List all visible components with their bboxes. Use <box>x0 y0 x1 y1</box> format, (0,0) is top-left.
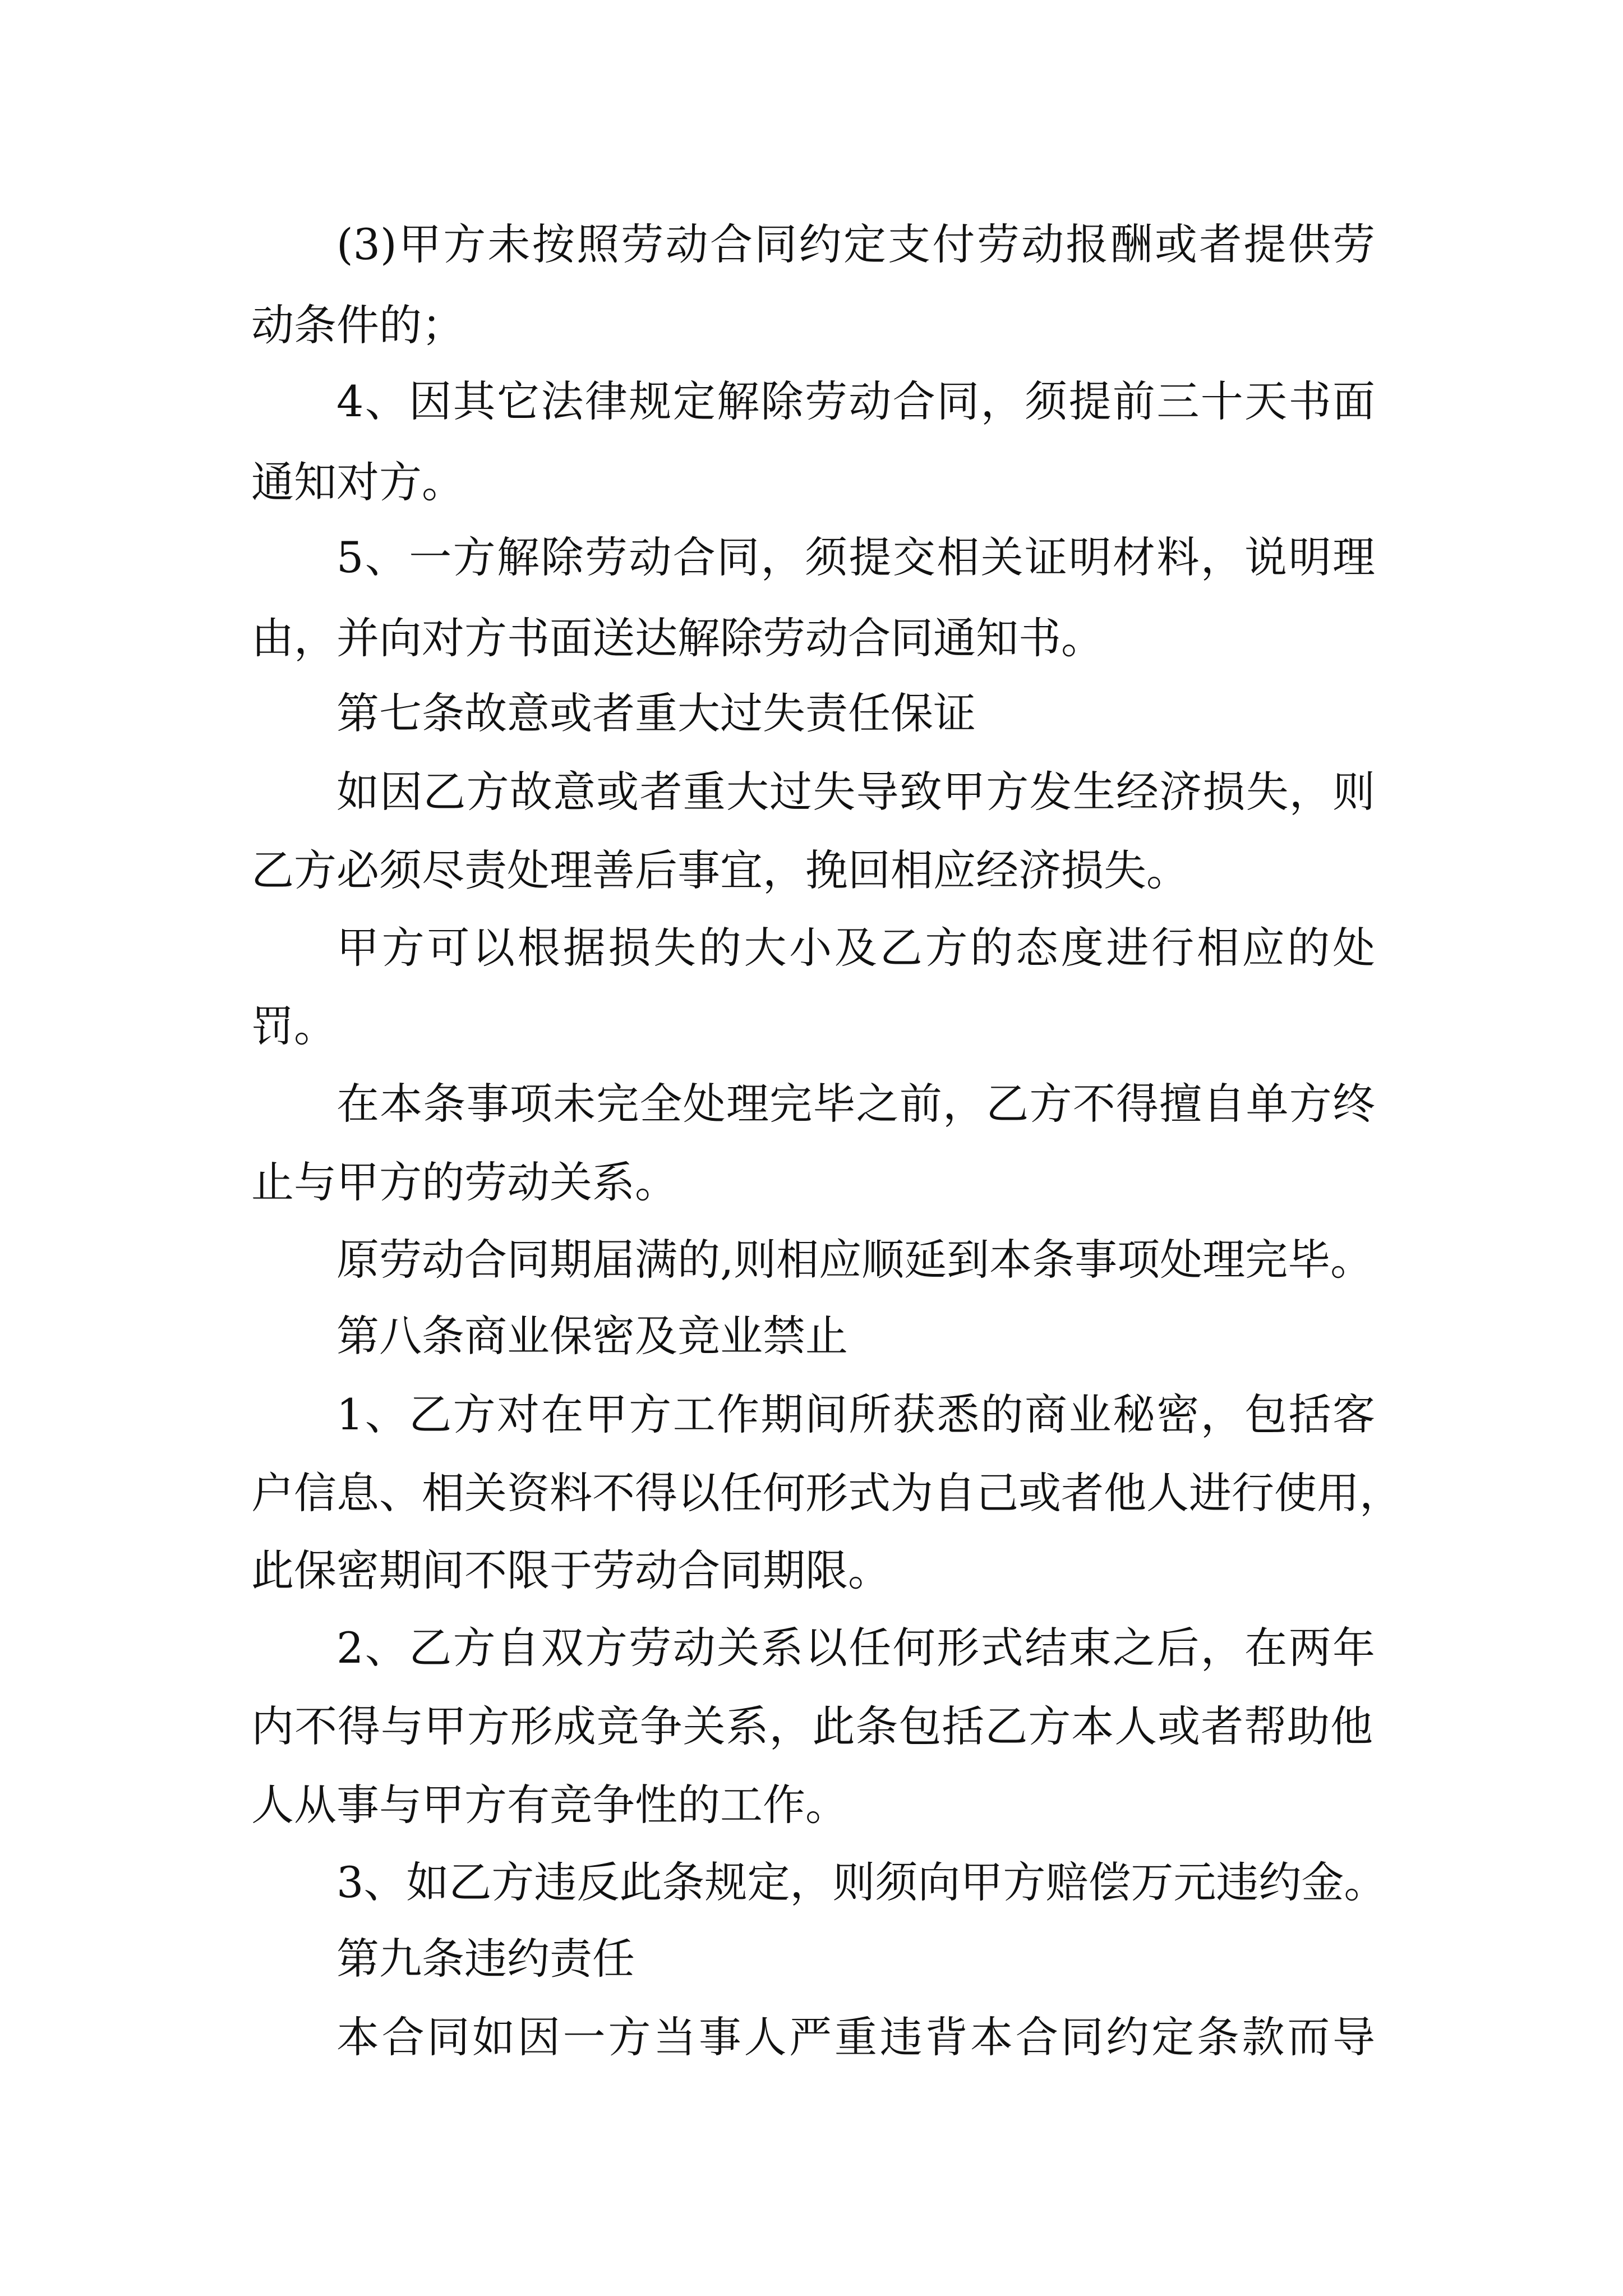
text-line-16: 1、乙方对在甲方工作期间所获悉的商业秘密，包括客 <box>336 1389 1375 1439</box>
text-line-3: 4、因其它法律规定解除劳动合同，须提前三十天书面 <box>336 376 1375 426</box>
text-line-19: 2、乙方自双方劳动关系以任何形式结束之后，在两年 <box>336 1623 1375 1673</box>
text-line-10: 甲方可以根据损失的大小及乙方的态度进行相应的处 <box>336 923 1375 973</box>
text-line-9: 乙方必须尽责处理善后事宜，挽回相应经济损失。 <box>251 845 1189 895</box>
text-line-2: 动条件的； <box>251 300 464 350</box>
text-line-22: 3、如乙方违反此条规定，则须向甲方赔偿万元违约金。 <box>336 1857 1387 1907</box>
text-line-8: 如因乙方故意或者重大过失导致甲方发生经济损失，则 <box>336 767 1375 817</box>
text-line-13: 止与甲方的劳动关系。 <box>251 1157 677 1207</box>
text-line-20: 内不得与甲方形成竞争关系，此条包括乙方本人或者帮助他 <box>251 1701 1373 1751</box>
text-line-4: 通知对方。 <box>251 457 464 507</box>
text-line-17: 户信息、相关资料不得以任何形式为自己或者他人进行使用， <box>251 1468 1402 1518</box>
section-heading-article-7: 第七条故意或者重大过失责任保证 <box>336 688 976 738</box>
text-line-12: 在本条事项未完全处理完毕之前，乙方不得擅自单方终 <box>336 1079 1375 1129</box>
text-line-21: 人从事与甲方有竞争性的工作。 <box>251 1780 848 1830</box>
text-line-1: (3)甲方未按照劳动合同约定支付劳动报酬或者提供劳 <box>336 219 1375 269</box>
text-line-18: 此保密期间不限于劳动合同期限。 <box>251 1545 891 1595</box>
text-line-11: 罚。 <box>251 1001 336 1051</box>
section-heading-article-9: 第九条违约责任 <box>336 1934 635 1984</box>
section-heading-article-8: 第八条商业保密及竞业禁止 <box>336 1311 848 1361</box>
text-line-14: 原劳动合同期届满的,则相应顺延到本条事项处理完毕。 <box>336 1235 1373 1285</box>
text-line-5: 5、一方解除劳动合同，须提交相关证明材料，说明理 <box>336 532 1375 582</box>
text-line-24: 本合同如因一方当事人严重违背本合同约定条款而导 <box>336 2012 1375 2062</box>
text-line-6: 由，并向对方书面送达解除劳动合同通知书。 <box>251 613 1104 663</box>
